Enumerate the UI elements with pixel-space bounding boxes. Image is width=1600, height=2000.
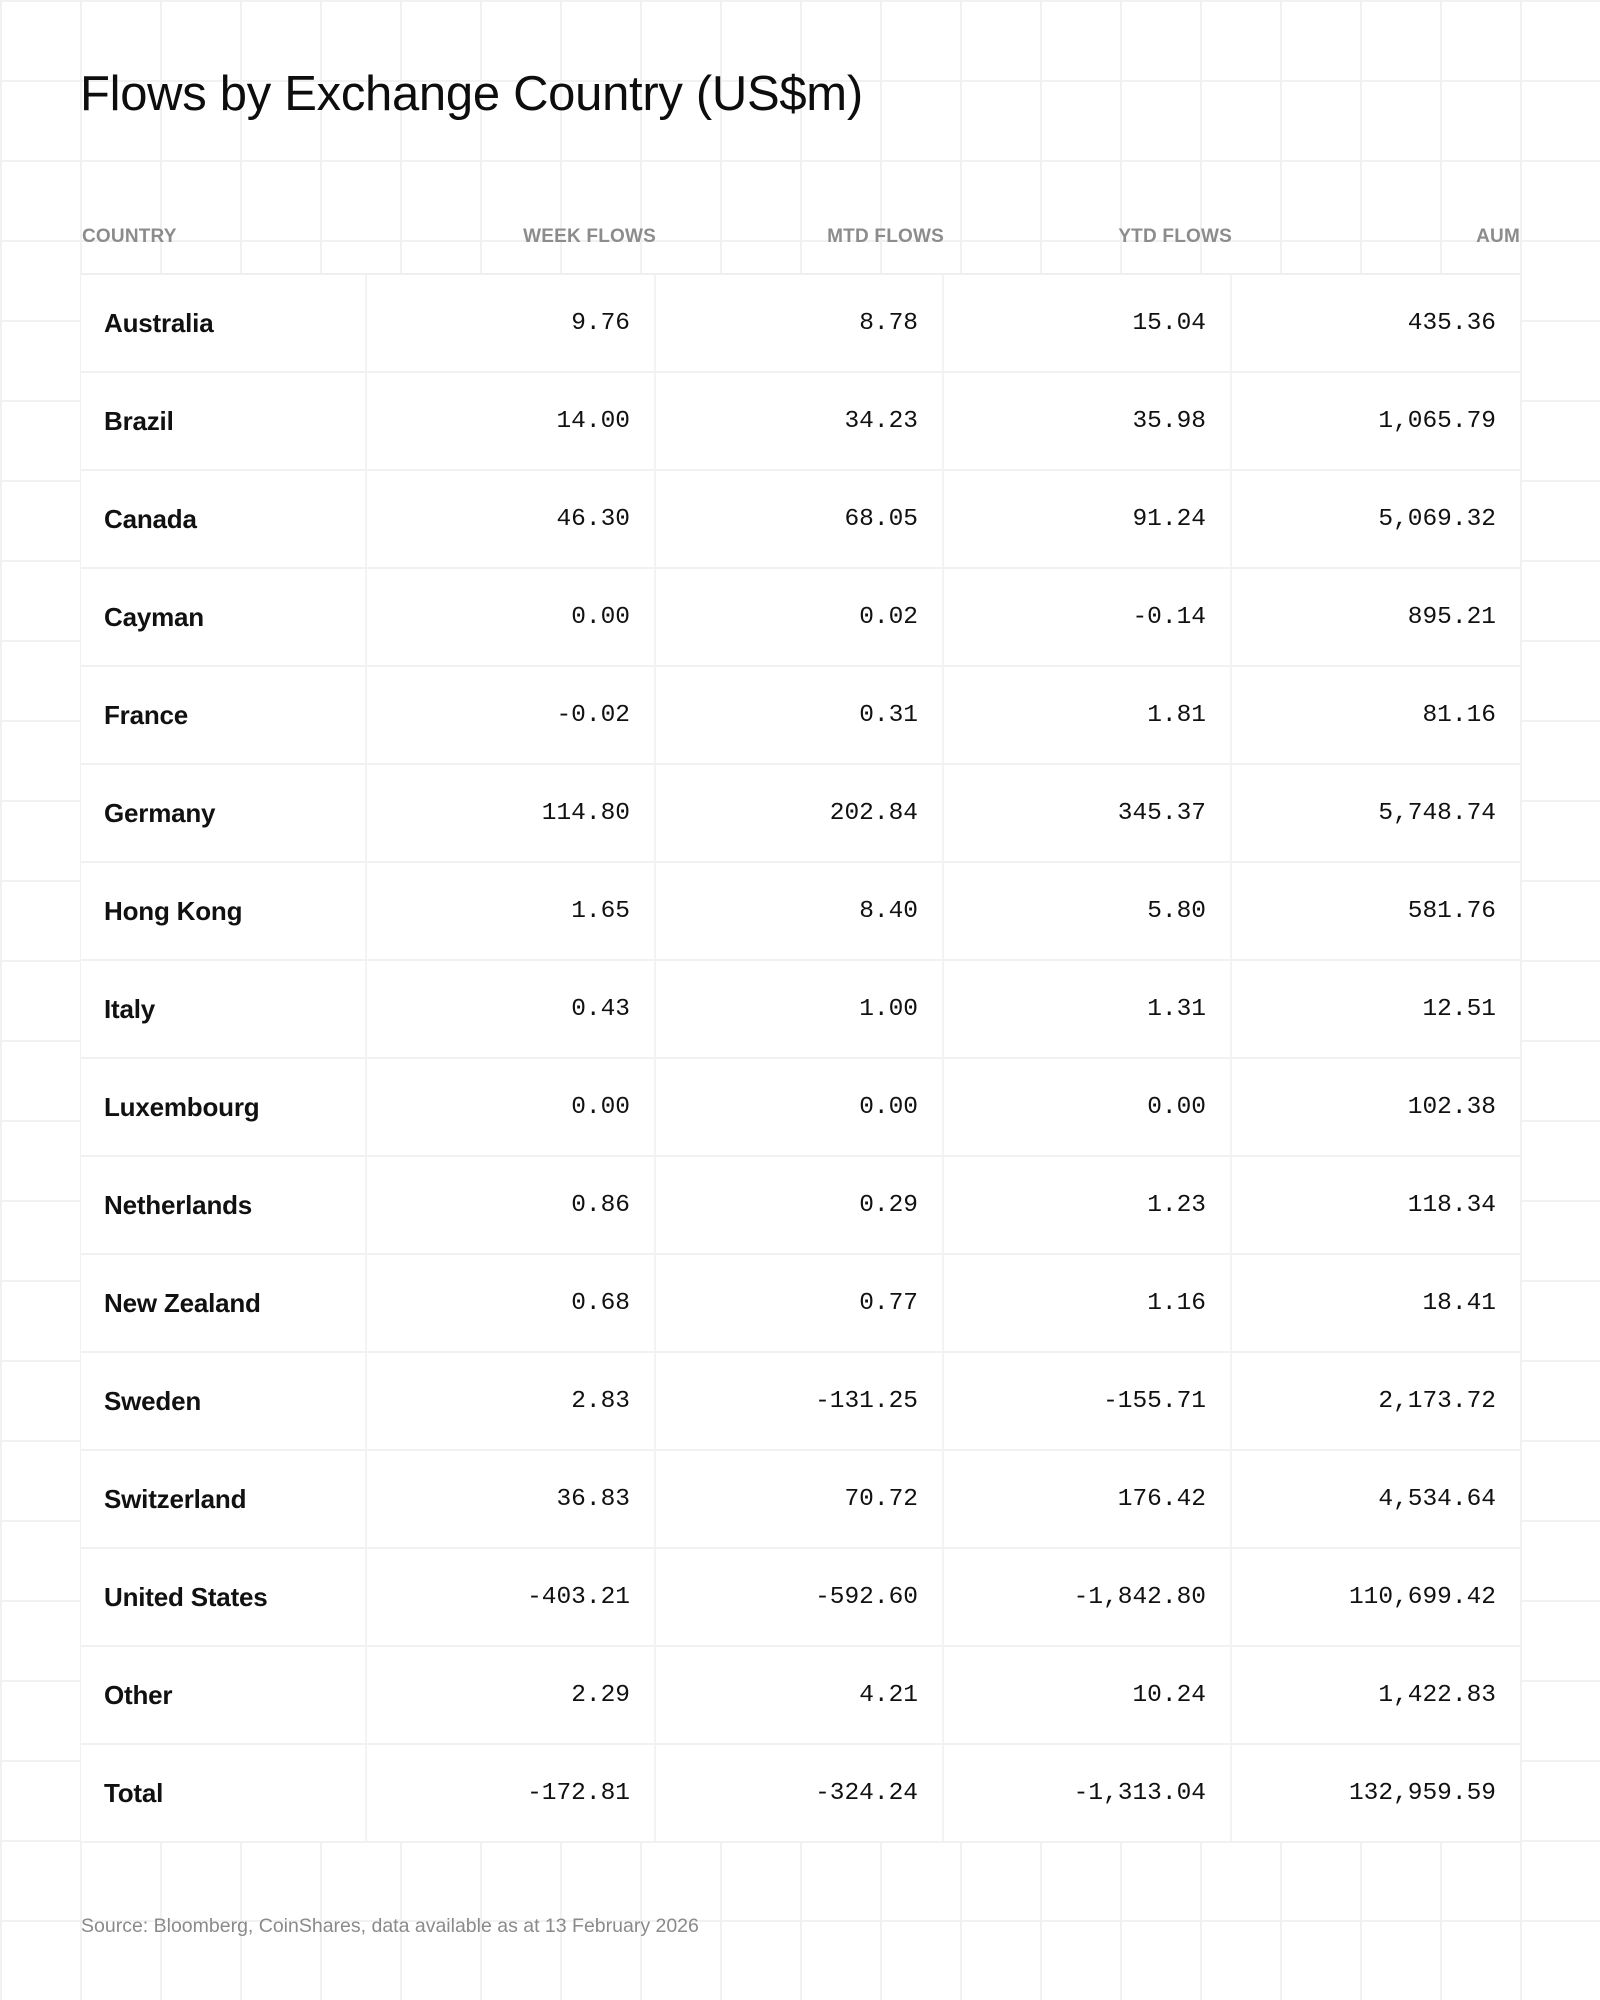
cell-week-flows: 0.00 [367,569,656,665]
cell-country: Sweden [81,1353,367,1449]
cell-mtd-flows: 8.40 [656,863,944,959]
cell-mtd-flows: 34.23 [656,373,944,469]
table-row-total [81,1745,1520,1843]
cell-week-flows: 0.68 [367,1255,656,1351]
cell-mtd-flows: 0.29 [656,1157,944,1253]
cell-mtd-flows: 68.05 [656,471,944,567]
cell-aum: 5,069.32 [1378,505,1496,533]
cell-ytd-flows: 1.31 [944,961,1232,1057]
cell-week-flows: 14.00 [367,373,656,469]
cell-week-flows: 9.76 [367,275,656,371]
cell-week-flows: -403.21 [367,1549,656,1645]
table-row [81,961,1520,1059]
cell-week-flows: 36.83 [367,1451,656,1547]
cell-ytd-flows: 15.04 [944,275,1232,371]
cell-week-flows: 0.86 [367,1157,656,1253]
cell-aum: 1,422.83 [1378,1681,1496,1709]
cell-aum: 895.21 [1407,603,1496,631]
cell-mtd-flows: 0.77 [656,1255,944,1351]
cell-aum: 102.38 [1407,1093,1496,1121]
cell-mtd-flows: -592.60 [656,1549,944,1645]
cell-week-flows: -172.81 [367,1745,656,1841]
cell-country: Italy [81,961,367,1057]
cell-country: Canada [81,471,367,567]
cell-aum: 581.76 [1407,897,1496,925]
cell-aum: 1,065.79 [1378,407,1496,435]
cell-ytd-flows: -155.71 [944,1353,1232,1449]
cell-week-flows: 114.80 [367,765,656,861]
cell-aum: 18.41 [1422,1289,1496,1317]
cell-aum: 132,959.59 [1348,1779,1496,1807]
cell-week-flows: 0.00 [367,1059,656,1155]
cell-country: Luxembourg [81,1059,367,1155]
cell-country: France [81,667,367,763]
cell-aum: 5,748.74 [1378,799,1496,827]
flows-table [81,222,1520,1843]
cell-mtd-flows: -131.25 [656,1353,944,1449]
table-row [81,863,1520,961]
column-header-week-flows: WEEK FLOWS [523,226,656,247]
cell-aum: 4,534.64 [1378,1485,1496,1513]
cell-aum: 110,699.42 [1348,1583,1496,1611]
cell-country: Hong Kong [81,863,367,959]
cell-mtd-flows: -324.24 [656,1745,944,1841]
cell-aum: 2,173.72 [1378,1387,1496,1415]
column-header-mtd-flows: MTD FLOWS [827,226,944,247]
page-title: Flows by Exchange Country (US$m) [80,67,863,121]
cell-ytd-flows: 35.98 [944,373,1232,469]
table-row [81,1059,1520,1157]
cell-country: Australia [81,275,367,371]
table-row [81,1647,1520,1745]
cell-mtd-flows: 0.02 [656,569,944,665]
cell-country: United States [81,1549,367,1645]
cell-country: Germany [81,765,367,861]
cell-ytd-flows: 10.24 [944,1647,1232,1743]
cell-country: Netherlands [81,1157,367,1253]
table-row [81,1451,1520,1549]
cell-week-flows: 2.29 [367,1647,656,1743]
cell-mtd-flows: 1.00 [656,961,944,1057]
cell-ytd-flows: 176.42 [944,1451,1232,1547]
cell-ytd-flows: 5.80 [944,863,1232,959]
cell-ytd-flows: -0.14 [944,569,1232,665]
table-body [81,273,1520,1843]
column-header-ytd-flows: YTD FLOWS [1118,226,1232,247]
cell-week-flows: 46.30 [367,471,656,567]
table-row [81,765,1520,863]
table-row [81,1157,1520,1255]
cell-ytd-flows: -1,842.80 [944,1549,1232,1645]
cell-aum: 12.51 [1422,995,1496,1023]
table-row [81,1549,1520,1647]
cell-country: Total [81,1745,367,1841]
cell-mtd-flows: 0.00 [656,1059,944,1155]
cell-ytd-flows: -1,313.04 [944,1745,1232,1841]
cell-country: Cayman [81,569,367,665]
cell-ytd-flows: 1.16 [944,1255,1232,1351]
cell-mtd-flows: 202.84 [656,765,944,861]
cell-mtd-flows: 0.31 [656,667,944,763]
table-row [81,471,1520,569]
source-note: Source: Bloomberg, CoinShares, data available as at 13 February 2026 [81,1915,699,1937]
cell-aum: 435.36 [1407,309,1496,337]
cell-week-flows: -0.02 [367,667,656,763]
cell-ytd-flows: 345.37 [944,765,1232,861]
cell-mtd-flows: 4.21 [656,1647,944,1743]
column-header-aum: AUM [1476,226,1520,247]
table-header-row [81,222,1520,273]
cell-mtd-flows: 70.72 [656,1451,944,1547]
cell-country: Switzerland [81,1451,367,1547]
table-row [81,667,1520,765]
cell-week-flows: 0.43 [367,961,656,1057]
cell-aum: 118.34 [1407,1191,1496,1219]
table-row [81,275,1520,373]
cell-ytd-flows: 1.81 [944,667,1232,763]
cell-ytd-flows: 0.00 [944,1059,1232,1155]
cell-week-flows: 2.83 [367,1353,656,1449]
cell-aum: 81.16 [1422,701,1496,729]
table-row [81,1255,1520,1353]
cell-mtd-flows: 8.78 [656,275,944,371]
cell-ytd-flows: 1.23 [944,1157,1232,1253]
cell-country: Other [81,1647,367,1743]
table-row [81,1353,1520,1451]
table-row [81,569,1520,667]
cell-ytd-flows: 91.24 [944,471,1232,567]
cell-country: New Zealand [81,1255,367,1351]
cell-country: Brazil [81,373,367,469]
column-header-country: COUNTRY [82,226,177,247]
table-row [81,373,1520,471]
cell-week-flows: 1.65 [367,863,656,959]
